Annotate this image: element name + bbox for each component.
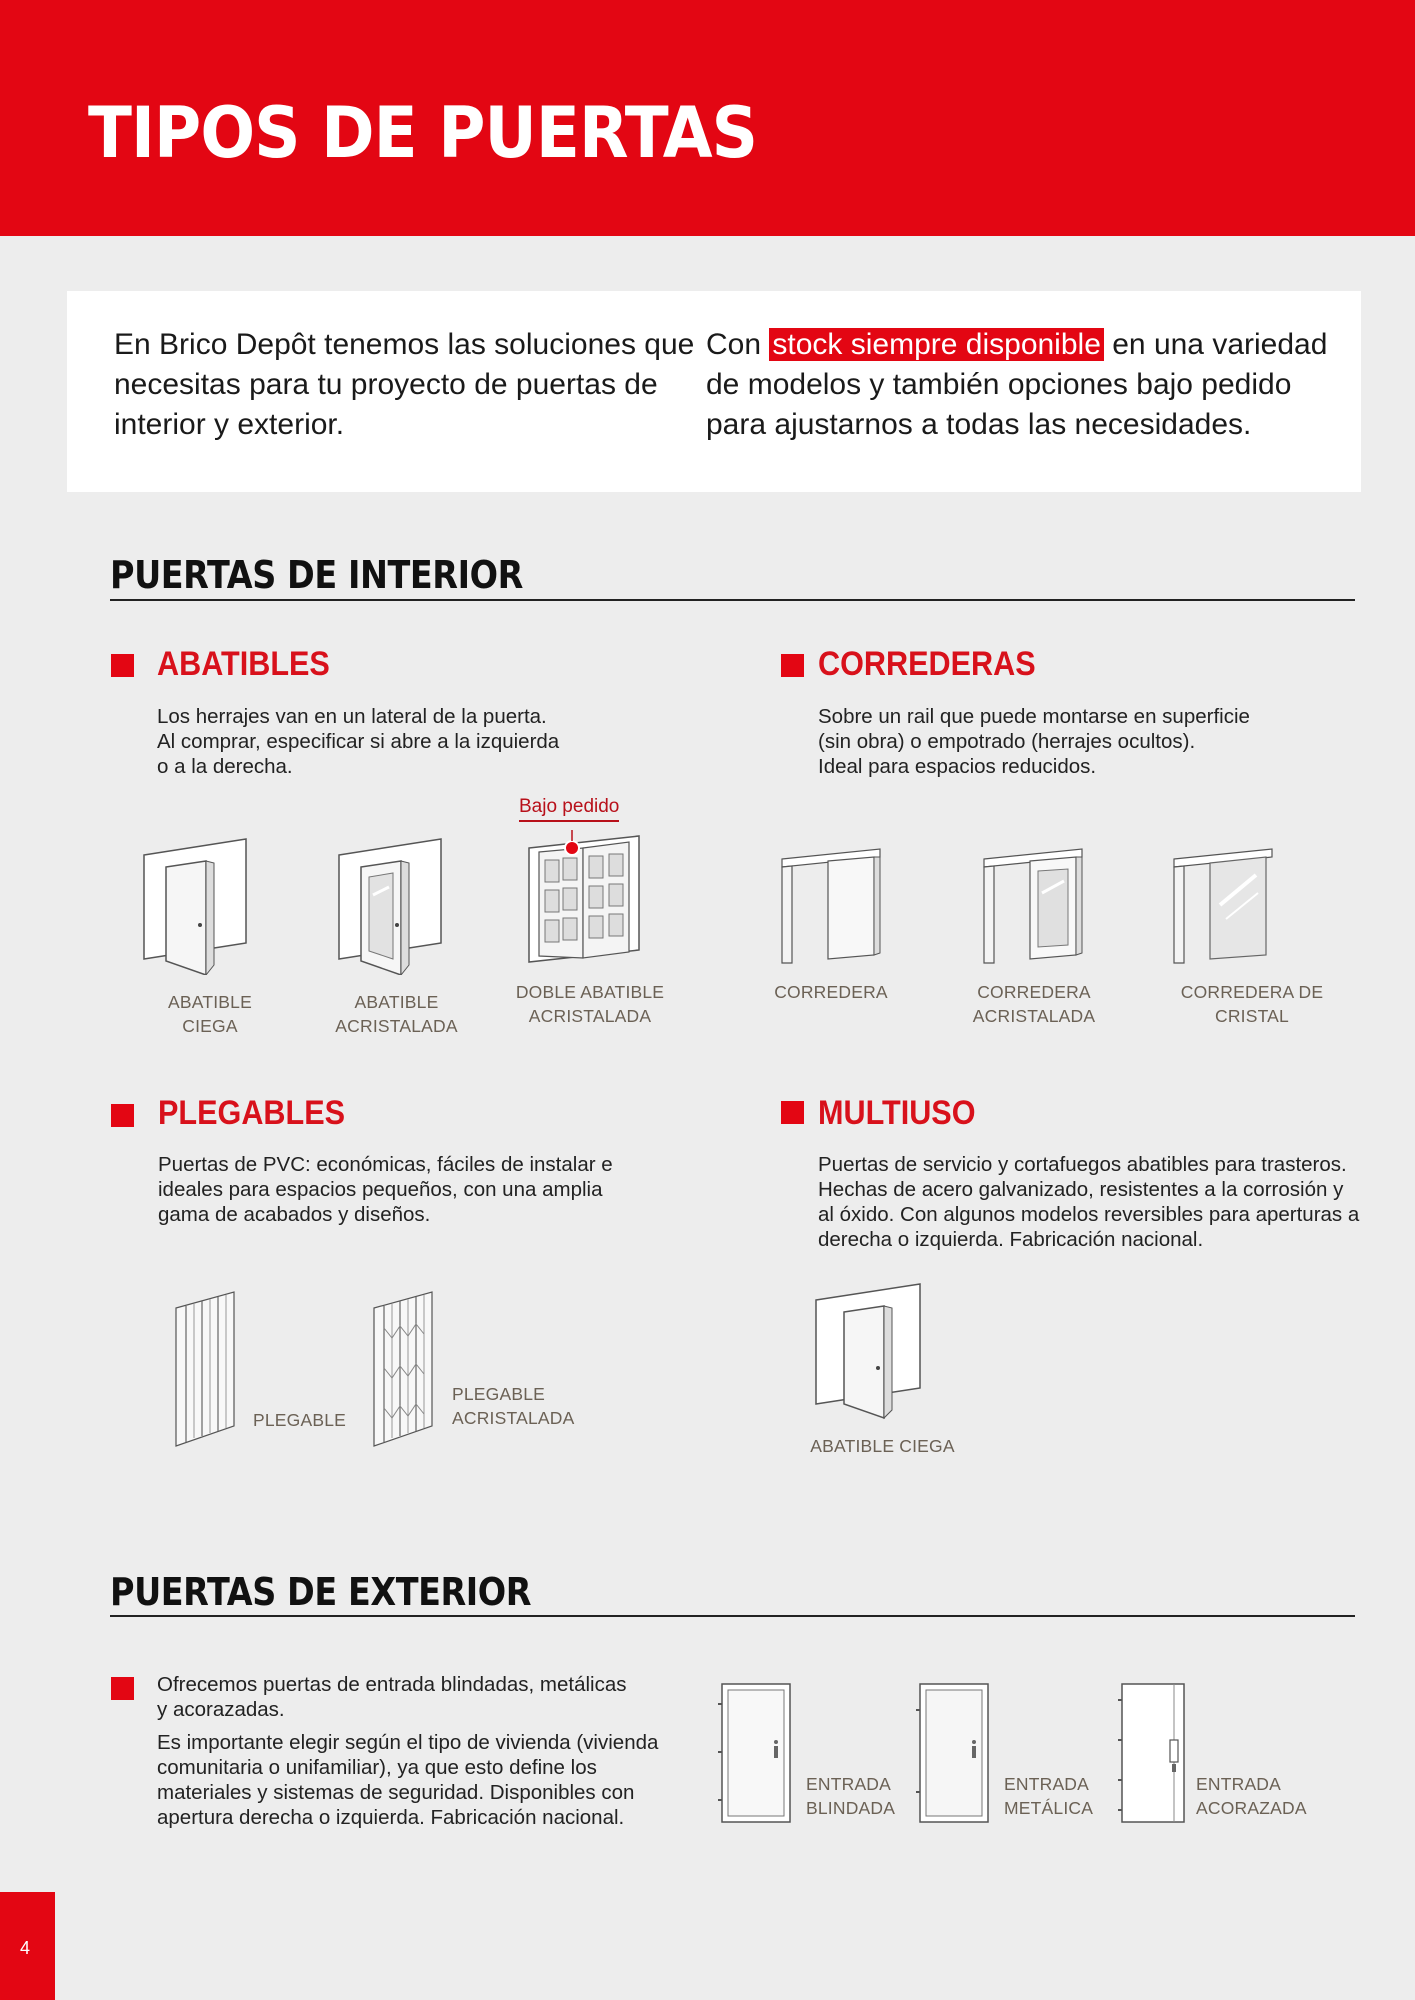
multiuso-desc-line: Puertas de servicio y cortafuegos abatibles para trasteros. [818,1153,1347,1176]
caption-line: DOBLE ABATIBLE [515,982,665,1002]
page-title: TIPOS DE PUERTAS [88,92,758,174]
correderas-desc-line: Ideal para espacios reducidos. [818,755,1097,778]
corredera-caption: CORREDERA [774,982,888,1002]
exterior-desc-line: Es importante elegir según el tipo de vivienda (vivienda [157,1731,659,1754]
corredera-cristal-door-icon [1170,845,1276,965]
caption-line: ENTRADA [806,1774,892,1794]
interior-section-title: PUERTAS DE INTERIOR [110,553,523,597]
correderas-bullet [781,654,804,677]
multiuso-desc-line: al óxido. Con algunos modelos reversibles para aperturas a [818,1203,1360,1226]
page-number: 4 [20,1938,31,1958]
corredera-acristalada-caption: CORREDERA ACRISTALADA [972,982,1096,1026]
intro-right-prefix: Con [706,328,762,361]
caption-line: BLINDADA [806,1798,896,1818]
entrada-metalica-door-icon [916,1680,992,1826]
interior-divider [110,599,1355,601]
multiuso-abatible-ciega-door-icon [812,1280,926,1420]
plegable-acristalada-caption [452,1382,592,1430]
exterior-desc-line: apertura derecha o izquierda. Fabricación nacional. [157,1806,625,1829]
abatible-acristalada-door-icon [333,835,447,975]
caption-line: PLEGABLE [452,1384,546,1404]
plegables-description [158,1152,613,1227]
multiuso-desc-line: derecha o izquierda. Fabricación nacional. [818,1228,1204,1251]
multiuso-description [818,1152,1359,1252]
plegable-acristalada-door-icon [370,1288,438,1448]
corredera-door-icon [778,845,884,965]
intro-right-suffix: en una variedad de modelos y también opciones bajo pedido para ajustarnos a todas las necesidades. [706,328,1328,441]
doble-abatible-caption [510,980,670,1028]
caption-line: ACRISTALADA [452,1408,575,1428]
multiuso-abatible-ciega-caption: ABATIBLE CIEGA [810,1436,955,1456]
intro-right-text [706,325,1346,445]
abatibles-desc-line: o a la derecha. [157,755,293,778]
abatible-acristalada-caption: ABATIBLE ACRISTALADA [335,992,458,1036]
plegable-door-icon [172,1288,240,1448]
stock-highlight: stock siempre disponible [769,328,1104,361]
caption-line: ENTRADA [1196,1774,1282,1794]
entrada-metalica-caption [1004,1772,1114,1820]
caption-line: ENTRADA [1004,1774,1090,1794]
intro-box [67,291,1361,492]
exterior-divider [110,1615,1355,1617]
exterior-desc-line: Ofrecemos puertas de entrada blindadas, metálicas [157,1673,627,1696]
plegables-title: PLEGABLES [158,1094,346,1132]
plegables-bullet [111,1104,134,1127]
exterior-section-title: PUERTAS DE EXTERIOR [110,1570,532,1614]
exterior-description [157,1672,658,1830]
abatible-ciega-caption: ABATIBLE CIEGA [168,992,252,1036]
corredera-acristalada-door-icon [980,845,1086,965]
intro-left-text: En Brico Depôt tenemos las soluciones que necesitas para tu proyecto de puertas de interior y exterior. [114,328,695,441]
correderas-desc-line: Sobre un rail que puede montarse en superficie [818,705,1250,728]
multiuso-title: MULTIUSO [818,1094,976,1132]
plegables-desc-line: Puertas de PVC: económicas, fáciles de instalar e [158,1153,613,1176]
abatibles-title: ABATIBLES [157,645,330,683]
caption-line: ACORAZADA [1196,1798,1307,1818]
page-header [0,0,1415,236]
abatibles-desc-line: Los herrajes van en un lateral de la puerta. [157,705,547,728]
abatibles-bullet [111,654,134,677]
plegables-desc-line: ideales para espacios pequeños, con una amplia [158,1178,603,1201]
entrada-blindada-door-icon [718,1680,794,1826]
entrada-acorazada-caption [1196,1772,1316,1820]
plegable-caption: PLEGABLE [253,1410,347,1430]
corredera-cristal-caption: CORREDERA DE CRISTAL [1180,982,1324,1026]
exterior-desc-line: comunitaria o unifamiliar), ya que esto define los [157,1756,597,1779]
multiuso-bullet [781,1101,804,1124]
caption-line: ACRISTALADA [528,1006,652,1026]
abatibles-description [157,704,559,779]
page-number-tab [0,1892,55,2000]
correderas-desc-line: (sin obra) o empotrado (herrajes ocultos). [818,730,1196,753]
multiuso-desc-line: Hechas de acero galvanizado, resistentes a la corrosión y [818,1178,1344,1201]
exterior-desc-line: materiales y sistemas de seguridad. Disponibles con [157,1781,635,1804]
abatibles-desc-line: Al comprar, especificar si abre a la izquierda [157,730,560,753]
abatible-ciega-door-icon [138,835,252,975]
exterior-bullet [111,1677,134,1700]
entrada-blindada-caption [806,1772,916,1820]
caption-line: METÁLICA [1004,1798,1094,1818]
doble-abatible-door-icon [525,830,643,970]
correderas-title: CORREDERAS [818,645,1036,683]
exterior-desc-line: y acorazadas. [157,1698,285,1721]
bajo-pedido-badge: Bajo pedido [519,796,619,822]
plegables-desc-line: gama de acabados y diseños. [158,1203,431,1226]
correderas-description [818,704,1250,779]
entrada-acorazada-door-icon [1116,1680,1192,1826]
